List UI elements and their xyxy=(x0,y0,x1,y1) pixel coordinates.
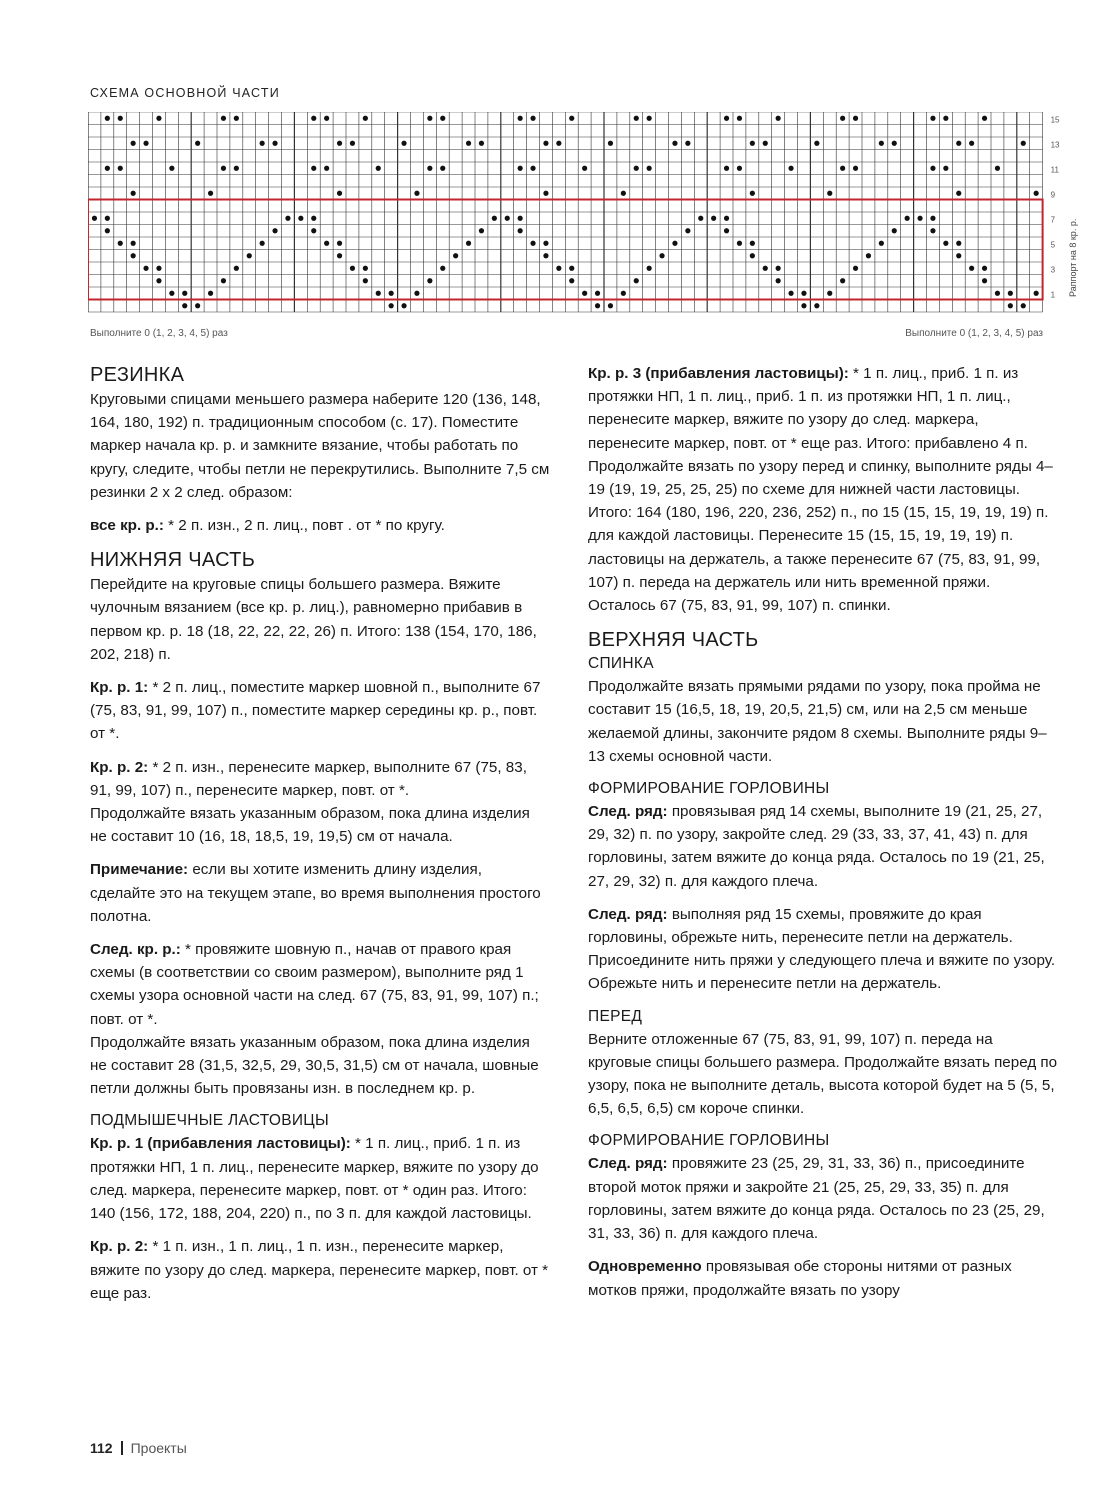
purl-dot xyxy=(311,216,316,221)
purl-dot xyxy=(234,116,239,121)
purl-dot xyxy=(1021,141,1026,146)
label-neck2: След. ряд: xyxy=(588,905,668,923)
purl-dot xyxy=(801,303,806,308)
purl-dot xyxy=(685,141,690,146)
left-column xyxy=(90,362,550,1315)
purl-dot xyxy=(260,241,265,246)
purl-dot xyxy=(956,191,961,196)
para-note xyxy=(90,858,550,928)
purl-dot xyxy=(595,291,600,296)
purl-dot xyxy=(995,166,1000,171)
purl-dot xyxy=(337,241,342,246)
row-number: 11 xyxy=(1050,165,1059,175)
purl-dot xyxy=(685,228,690,233)
row-number: 7 xyxy=(1050,215,1056,225)
purl-dot xyxy=(763,266,768,271)
para-lower: Перейдите на круговые спицы большего размера. Вяжите чулочным вязанием (все кр. р. лиц.), равномерно прибавив в первом кр. р. 18 (18, 22, 22, 22, 26) п. Итого: 138 (154, 170, 186, 202, 218) п. xyxy=(90,576,537,663)
purl-dot xyxy=(543,191,548,196)
purl-dot xyxy=(530,166,535,171)
purl-dot xyxy=(518,228,523,233)
purl-dot xyxy=(118,241,123,246)
chart-grid xyxy=(88,112,1043,312)
purl-dot xyxy=(763,141,768,146)
purl-dot xyxy=(569,278,574,283)
purl-dot xyxy=(182,291,187,296)
purl-dot xyxy=(118,166,123,171)
purl-dot xyxy=(556,141,561,146)
purl-dot xyxy=(324,241,329,246)
purl-dot xyxy=(814,303,819,308)
heading-front: ПЕРЕД xyxy=(588,1007,643,1025)
purl-dot xyxy=(234,266,239,271)
purl-dot xyxy=(324,166,329,171)
purl-dot xyxy=(247,253,252,258)
para-round2 xyxy=(90,756,550,802)
purl-dot xyxy=(750,253,755,258)
purl-dot xyxy=(1034,291,1039,296)
purl-dot xyxy=(569,266,574,271)
purl-dot xyxy=(788,166,793,171)
repeat-note-right: Выполните 0 (1, 2, 3, 4, 5) раз xyxy=(905,328,1043,339)
purl-dot xyxy=(814,141,819,146)
chart-title: СХЕМА ОСНОВНОЙ ЧАСТИ xyxy=(90,86,280,100)
para-all-rounds xyxy=(90,514,550,537)
purl-dot xyxy=(956,241,961,246)
purl-dot xyxy=(363,116,368,121)
purl-dot xyxy=(621,191,626,196)
section-name: Проекты xyxy=(130,1440,187,1456)
label-gusset1: Кр. р. 1 (прибавления ластовицы): xyxy=(90,1135,351,1153)
purl-dot xyxy=(724,116,729,121)
label-gusset3: Кр. р. 3 (прибавления ластовицы): xyxy=(588,365,849,382)
purl-dot xyxy=(195,303,200,308)
purl-dot xyxy=(131,141,136,146)
purl-dot xyxy=(1034,191,1039,196)
purl-dot xyxy=(737,241,742,246)
purl-dot xyxy=(905,216,910,221)
purl-dot xyxy=(711,216,716,221)
page-footer xyxy=(90,1440,187,1456)
purl-dot xyxy=(182,303,187,308)
purl-dot xyxy=(930,166,935,171)
purl-dot xyxy=(208,291,213,296)
right-column xyxy=(588,362,1058,1312)
label-neck3: След. ряд: xyxy=(588,1155,668,1173)
purl-dot xyxy=(840,166,845,171)
para-neck3 xyxy=(588,1152,1058,1245)
purl-dot xyxy=(195,141,200,146)
purl-dot xyxy=(659,253,664,258)
purl-dot xyxy=(105,166,110,171)
purl-dot xyxy=(840,278,845,283)
purl-dot xyxy=(234,166,239,171)
purl-dot xyxy=(208,191,213,196)
purl-dot xyxy=(479,228,484,233)
text-all-rounds: * 2 п. изн., 2 п. лиц., повт . от * по кругу. xyxy=(163,517,445,535)
purl-dot xyxy=(156,116,161,121)
purl-dot xyxy=(311,116,316,121)
label-next-round: След. кр. р.: xyxy=(90,941,181,959)
row-number: 15 xyxy=(1050,115,1060,125)
label-simultaneous: Одновременно xyxy=(588,1258,702,1276)
para-gusset2 xyxy=(90,1235,550,1305)
purl-dot xyxy=(156,278,161,283)
purl-dot xyxy=(969,141,974,146)
purl-dot xyxy=(543,141,548,146)
purl-dot xyxy=(337,253,342,258)
purl-dot xyxy=(776,266,781,271)
purl-dot xyxy=(518,166,523,171)
purl-dot xyxy=(401,141,406,146)
purl-dot xyxy=(750,191,755,196)
text-gusset2: * 1 п. изн., 1 п. лиц., 1 п. изн., перенесите маркер, вяжите по узору до след. маркера, перенесите маркер, повт. от * еще раз. xyxy=(90,1238,549,1302)
purl-dot xyxy=(930,228,935,233)
page-number: 112 xyxy=(90,1440,113,1456)
text-next-round: * провяжите шовную п., начав от правого края схемы (в соответствии со своим размером), выполните ряд 1 схемы узора основной части на след. 67 (75, 83, 91, 99, 107) п.; повт. от *. xyxy=(90,941,539,1028)
purl-dot xyxy=(427,278,432,283)
purl-dot xyxy=(105,116,110,121)
purl-dot xyxy=(169,166,174,171)
purl-dot xyxy=(1021,303,1026,308)
purl-dot xyxy=(1008,291,1013,296)
purl-dot xyxy=(543,253,548,258)
purl-dot xyxy=(221,166,226,171)
para-gusset1 xyxy=(90,1132,550,1225)
purl-dot xyxy=(724,228,729,233)
purl-dot xyxy=(853,266,858,271)
purl-dot xyxy=(776,116,781,121)
para-gusset3 xyxy=(588,362,1058,455)
label-note: Примечание: xyxy=(90,861,189,879)
purl-dot xyxy=(272,141,277,146)
purl-dot xyxy=(582,166,587,171)
purl-dot xyxy=(788,291,793,296)
text-neck3: провяжите 23 (25, 29, 31, 33, 36) п., присоедините второй моток пряжи и закройте 21 (25, 25, 29, 33, 35) п. для горловины, затем вяжите до конца ряда. Осталось по 23 (25, 29, 31, 33, 36) п. для каждого плеча. xyxy=(588,1155,1045,1243)
purl-dot xyxy=(776,278,781,283)
purl-dot xyxy=(879,141,884,146)
knitting-chart xyxy=(88,112,1088,322)
text-gusset1: * 1 п. лиц., приб. 1 п. из протяжки НП, 1 п. лиц., перенесите маркер, вяжите по узору до след. маркера, перенесите маркер, повт. от * один раз. Итого: 140 (156, 172, 188, 204, 220) п., по 3 п. для каждой ластовицы. xyxy=(90,1135,539,1223)
purl-dot xyxy=(363,266,368,271)
label-round2: Кр. р. 2: xyxy=(90,758,149,776)
purl-dot xyxy=(634,116,639,121)
purl-dot xyxy=(427,166,432,171)
purl-dot xyxy=(982,266,987,271)
purl-dot xyxy=(505,216,510,221)
text-note: если вы хотите изменить длину изделия, сделайте это на текущем этапе, во время выполнения простого полотна. xyxy=(90,861,541,925)
text-simultaneous: провязывая обе стороны нитями от разных мотков пряжи, продолжайте вязать по узору xyxy=(588,1258,1012,1299)
label-round1: Кр. р. 1: xyxy=(90,679,149,697)
purl-dot xyxy=(827,291,832,296)
purl-dot xyxy=(956,253,961,258)
purl-dot xyxy=(466,241,471,246)
purl-dot xyxy=(285,216,290,221)
purl-dot xyxy=(853,166,858,171)
text-neck2: выполняя ряд 15 схемы, провяжите до края горловины, обрежьте нить, перенесите петли на держатель. Присоедините нить пряжи у следующего плеча и вяжите по узору. Обрежьте нить и перенесите петли на держатель. xyxy=(588,905,1056,993)
purl-dot xyxy=(376,166,381,171)
heading-neck-front: ФОРМИРОВАНИЕ ГОРЛОВИНЫ xyxy=(588,1132,830,1150)
purl-dot xyxy=(595,303,600,308)
row-number: 5 xyxy=(1050,240,1056,250)
purl-dot xyxy=(969,266,974,271)
row-number: 3 xyxy=(1050,265,1056,275)
purl-dot xyxy=(440,116,445,121)
row-numbers xyxy=(1051,116,1060,300)
purl-dot xyxy=(801,291,806,296)
row-number: 1 xyxy=(1050,290,1056,300)
purl-dot xyxy=(414,191,419,196)
purl-dot xyxy=(221,116,226,121)
purl-dot xyxy=(634,278,639,283)
purl-dot xyxy=(530,116,535,121)
purl-dot xyxy=(389,291,394,296)
purl-dot xyxy=(982,278,987,283)
purl-dot xyxy=(530,241,535,246)
para-front: Верните отложенные 67 (75, 83, 91, 99, 107) п. переда на круговые спицы большего размера. Продолжайте вязать перед по узору, пока не выполните деталь, высота которой будет на 5 (5, 5, 6,5, 6,5, 6,5) см короче спинки. xyxy=(588,1030,1058,1118)
para-neck1 xyxy=(588,800,1058,893)
purl-dot xyxy=(272,228,277,233)
purl-dot xyxy=(943,166,948,171)
purl-dot xyxy=(634,166,639,171)
purl-dot xyxy=(827,191,832,196)
purl-dot xyxy=(608,303,613,308)
purl-dot xyxy=(131,253,136,258)
purl-dot xyxy=(260,141,265,146)
text-neck1: провязывая ряд 14 схемы, выполните 19 (21, 25, 27, 29, 32) п. по узору, закройте след. 29 (33, 33, 37, 41, 43) п. для горловины, затем вяжите до конца ряда. Осталось по 19 (21, 25, 27, 29, 32) п. для каждого плеча. xyxy=(588,803,1045,890)
purl-dot xyxy=(143,266,148,271)
label-all-rounds: все кр. р.: xyxy=(90,517,164,535)
purl-dot xyxy=(298,216,303,221)
text-round2: * 2 п. изн., перенесите маркер, выполните 67 (75, 83, 91, 99, 107) п., перенесите маркер, повт. от *. xyxy=(90,758,527,799)
purl-dot xyxy=(440,166,445,171)
purl-dot xyxy=(350,141,355,146)
heading-back: СПИНКА xyxy=(588,655,654,673)
repeat-side-label: Раппорт на 8 кр. р. xyxy=(1068,218,1078,297)
purl-dot xyxy=(479,141,484,146)
purl-dot xyxy=(853,116,858,121)
para-next-round xyxy=(90,938,550,1031)
purl-dot xyxy=(556,266,561,271)
purl-dot xyxy=(350,266,355,271)
purl-dot xyxy=(337,141,342,146)
purl-dot xyxy=(892,141,897,146)
para-simultaneous xyxy=(588,1255,1058,1301)
para-continue2: Продолжайте вязать указанным образом, пока длина изделия не составит 28 (31,5, 32,5, 29, 30,5, 31,5) см от начала, шовные петли должны быть провязаны изн. в последнем кр. р. xyxy=(90,1033,539,1098)
purl-dot xyxy=(737,116,742,121)
purl-dot xyxy=(582,291,587,296)
heading-gusset: ПОДМЫШЕЧНЫЕ ЛАСТОВИЦЫ xyxy=(90,1112,330,1130)
purl-dot xyxy=(492,216,497,221)
purl-dot xyxy=(311,166,316,171)
purl-dot xyxy=(879,241,884,246)
purl-dot xyxy=(221,278,226,283)
para-rib: Круговыми спицами меньшего размера наберите 120 (136, 148, 164, 180, 192) п. традиционным способом (с. 17). Поместите маркер начала кр. р. и замкните вязание, чтобы работать по кругу, следите, чтобы петли не перекрутились. Выполните 7,5 см резинки 2 х 2 след. образом: xyxy=(90,391,550,501)
purl-dot xyxy=(647,116,652,121)
para-neck2 xyxy=(588,903,1058,996)
purl-dot xyxy=(982,116,987,121)
heading-rib: РЕЗИНКА xyxy=(90,364,185,386)
purl-dot xyxy=(518,216,523,221)
purl-dot xyxy=(414,291,419,296)
purl-dot xyxy=(647,266,652,271)
purl-dot xyxy=(466,141,471,146)
heading-neck-back: ФОРМИРОВАНИЕ ГОРЛОВИНЫ xyxy=(588,780,830,798)
purl-dot xyxy=(324,116,329,121)
para-round1 xyxy=(90,676,550,746)
text-gusset3: * 1 п. лиц., приб. 1 п. из протяжки НП, 1 п. лиц., приб. 1 п. из протяжки НП, 1 п. лиц., перенесите маркер, вяжите по узору до след. маркера, перенесите маркер, повт. от * еще раз. Итого: прибавлено 4 п. xyxy=(588,365,1028,452)
purl-dot xyxy=(363,278,368,283)
purl-dot xyxy=(866,253,871,258)
purl-dot xyxy=(672,241,677,246)
label-gusset2: Кр. р. 2: xyxy=(90,1238,149,1256)
purl-dot xyxy=(156,266,161,271)
purl-dot xyxy=(337,191,342,196)
purl-dot xyxy=(917,216,922,221)
purl-dot xyxy=(750,141,755,146)
para-continue-pattern: Продолжайте вязать по узору перед и спинку, выполните ряды 4–19 (19, 19, 25, 25, 25) по схеме для нижней части ластовицы. Итого: 164 (180, 196, 220, 236, 252) п., по 15 (15, 15, 19, 19, 19) п. для каждой ластовицы. Перенесите 15 (15, 15, 19, 19, 19) п. ластовицы на держатель, а также перенесите 67 (75, 83, 91, 99, 107) п. переда на держатель или нить временной пряжи. Осталось 67 (75, 83, 91, 99, 107) п. спинки. xyxy=(588,457,1053,615)
purl-dot xyxy=(840,116,845,121)
purl-dot xyxy=(1008,303,1013,308)
purl-dot xyxy=(943,116,948,121)
footer-divider xyxy=(121,1441,123,1455)
purl-dot xyxy=(621,291,626,296)
purl-dot xyxy=(647,166,652,171)
purl-dot xyxy=(930,216,935,221)
heading-lower: НИЖНЯЯ ЧАСТЬ xyxy=(90,549,256,572)
para-back: Продолжайте вязать прямыми рядами по узору, пока пройма не составит 15 (16,5, 18, 19, 20,5, 21,5) см, или на 2,5 см меньше желаемой длины, закончите рядом 8 схемы. Выполните ряды 9–13 схемы основной части. xyxy=(588,678,1047,765)
purl-dot xyxy=(131,191,136,196)
purl-dot xyxy=(143,141,148,146)
purl-dot xyxy=(105,228,110,233)
purl-dot xyxy=(440,266,445,271)
purl-dot xyxy=(453,253,458,258)
purl-dot xyxy=(376,291,381,296)
purl-dot xyxy=(131,241,136,246)
row-number: 13 xyxy=(1050,140,1060,150)
heading-upper: ВЕРХНЯЯ ЧАСТЬ xyxy=(588,629,759,652)
purl-dot xyxy=(543,241,548,246)
purl-dot xyxy=(724,166,729,171)
purl-dot xyxy=(956,141,961,146)
purl-dot xyxy=(389,303,394,308)
purl-dot xyxy=(737,166,742,171)
purl-dot xyxy=(672,141,677,146)
label-neck1: След. ряд: xyxy=(588,803,668,821)
repeat-note-left: Выполните 0 (1, 2, 3, 4, 5) раз xyxy=(90,328,228,339)
purl-dot xyxy=(401,303,406,308)
purl-dot xyxy=(608,141,613,146)
purl-dot xyxy=(518,116,523,121)
purl-dot xyxy=(930,116,935,121)
purl-dot xyxy=(92,216,97,221)
purl-dot xyxy=(105,216,110,221)
purl-dot xyxy=(892,228,897,233)
purl-dot xyxy=(698,216,703,221)
purl-dot xyxy=(311,228,316,233)
purl-dot xyxy=(118,116,123,121)
purl-dot xyxy=(995,291,1000,296)
purl-dot xyxy=(169,291,174,296)
purl-dot xyxy=(569,116,574,121)
row-number: 9 xyxy=(1050,190,1056,200)
purl-dot xyxy=(943,241,948,246)
purl-dot xyxy=(724,216,729,221)
purl-dot xyxy=(427,116,432,121)
text-round1: * 2 п. лиц., поместите маркер шовной п., выполните 67 (75, 83, 91, 99, 107) п., поместите маркер середины кр. р., повт. от *. xyxy=(90,679,541,743)
para-continue1: Продолжайте вязать указанным образом, пока длина изделия не составит 10 (16, 18, 18,5, 19, 19,5) см от начала. xyxy=(90,805,530,846)
purl-dot xyxy=(750,241,755,246)
